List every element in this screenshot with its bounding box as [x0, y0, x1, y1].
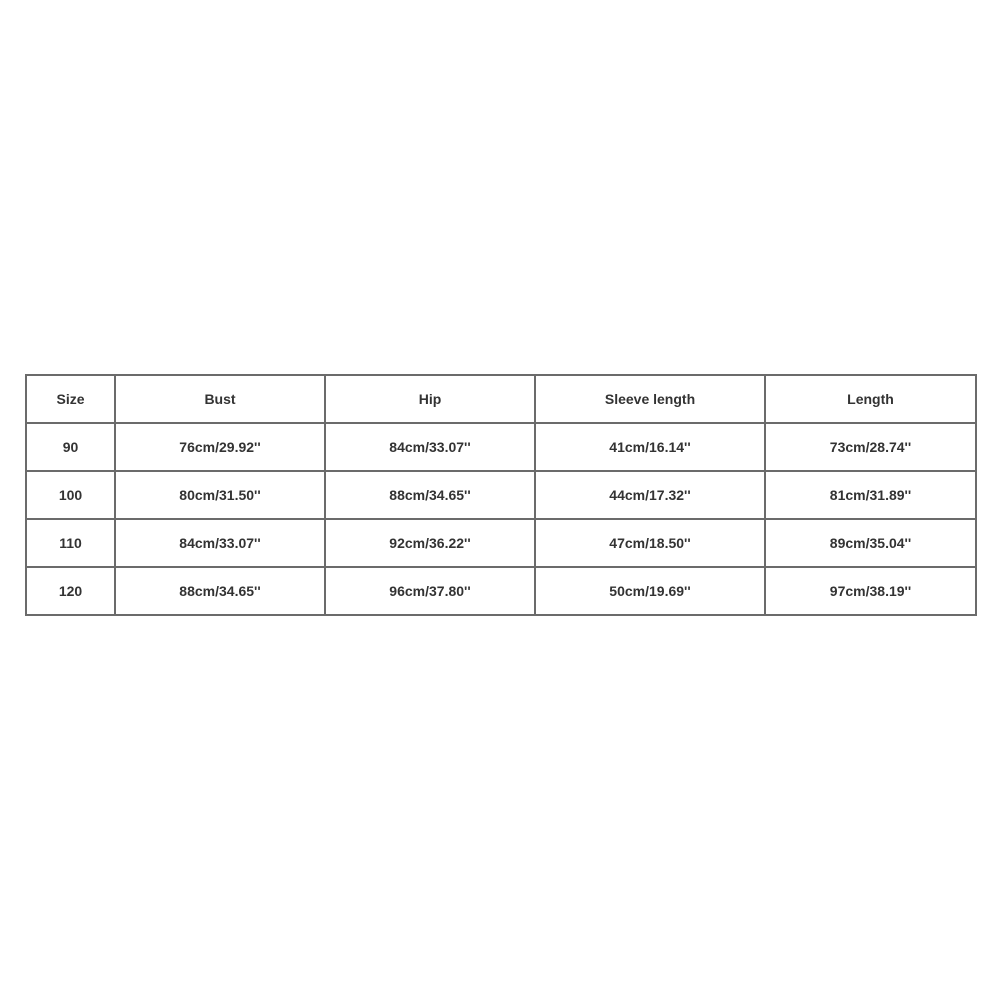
cell-size: 90: [26, 423, 115, 471]
cell-bust: 88cm/34.65'': [115, 567, 325, 615]
cell-size: 100: [26, 471, 115, 519]
cell-bust: 84cm/33.07'': [115, 519, 325, 567]
cell-hip: 88cm/34.65'': [325, 471, 535, 519]
table-row: [26, 423, 976, 471]
cell-hip: 92cm/36.22'': [325, 519, 535, 567]
cell-sleeve-length: 41cm/16.14'': [535, 423, 765, 471]
cell-length: 81cm/31.89'': [765, 471, 976, 519]
cell-length: 89cm/35.04'': [765, 519, 976, 567]
cell-size: 110: [26, 519, 115, 567]
cell-hip: 84cm/33.07'': [325, 423, 535, 471]
cell-hip: 96cm/37.80'': [325, 567, 535, 615]
table-row: [26, 567, 976, 615]
header-length: Length: [765, 375, 976, 423]
cell-sleeve-length: 44cm/17.32'': [535, 471, 765, 519]
size-chart-table: [25, 374, 977, 616]
cell-bust: 76cm/29.92'': [115, 423, 325, 471]
header-bust: Bust: [115, 375, 325, 423]
cell-length: 97cm/38.19'': [765, 567, 976, 615]
cell-size: 120: [26, 567, 115, 615]
cell-sleeve-length: 50cm/19.69'': [535, 567, 765, 615]
cell-bust: 80cm/31.50'': [115, 471, 325, 519]
cell-sleeve-length: 47cm/18.50'': [535, 519, 765, 567]
header-size: Size: [26, 375, 115, 423]
header-sleeve-length: Sleeve length: [535, 375, 765, 423]
header-hip: Hip: [325, 375, 535, 423]
table-row: [26, 471, 976, 519]
cell-length: 73cm/28.74'': [765, 423, 976, 471]
table-header-row: [26, 375, 976, 423]
table-row: [26, 519, 976, 567]
